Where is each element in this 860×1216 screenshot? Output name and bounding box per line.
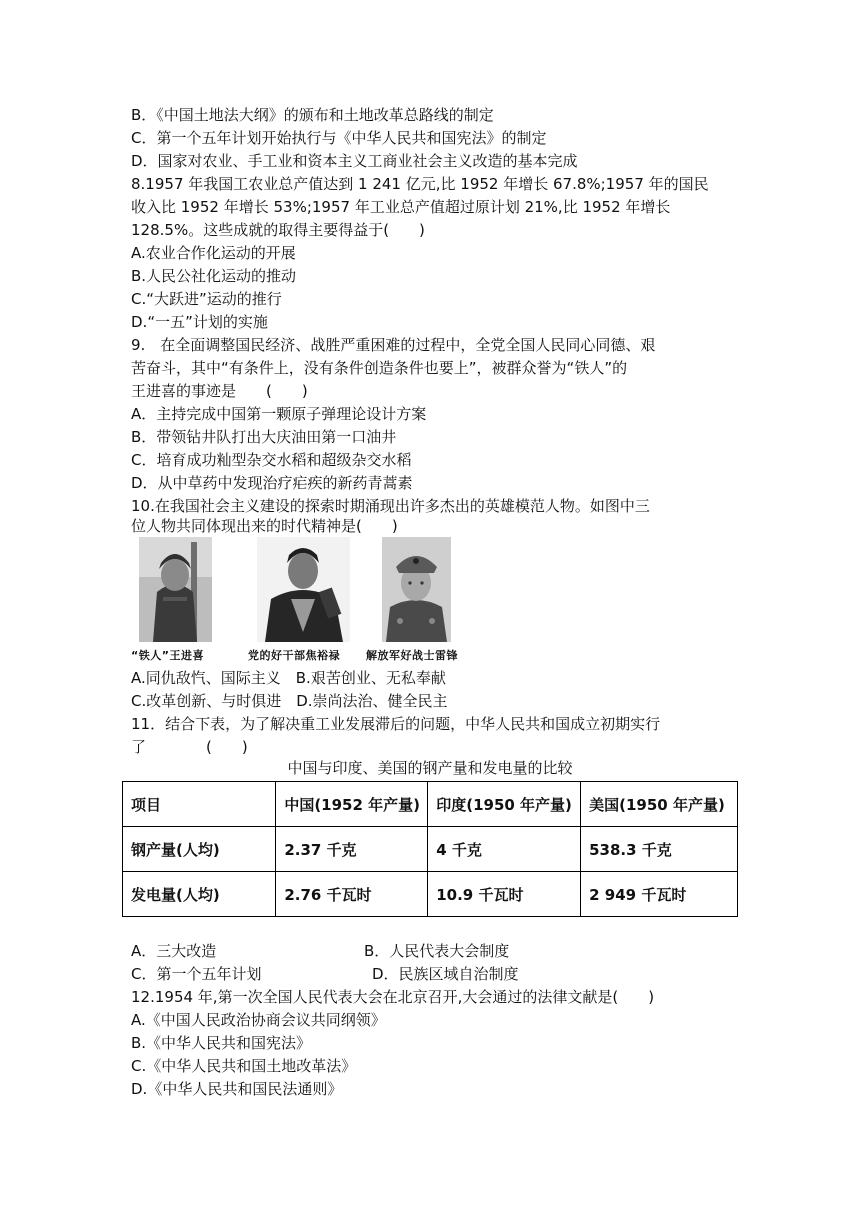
q12-stem: 12.1954 年,第一次全国人民代表大会在北京召开,大会通过的法律文献是( ) bbox=[131, 988, 655, 1006]
q8-stem-line-3: 128.5%。这些成就的取得主要得益于( ) bbox=[131, 221, 425, 239]
q11-option-c: C．第一个五年计划 bbox=[131, 965, 262, 983]
table-cell: 2 949 千瓦时 bbox=[581, 872, 738, 917]
q12-option-b: B.《中华人民共和国宪法》 bbox=[131, 1034, 312, 1052]
q9-option-d: D．从中草药中发现治疗疟疾的新药青蒿素 bbox=[131, 474, 413, 492]
table-cell: 538.3 千克 bbox=[581, 827, 738, 872]
q11-stem-line-2: 了 ( ) bbox=[131, 738, 248, 756]
table-row bbox=[123, 827, 738, 872]
q8-stem-line-2: 收入比 1952 年增长 53%;1957 年工业总产值超过原计划 21%,比 1952 年增长 bbox=[131, 198, 671, 216]
q8-stem-line-1: 8.1957 年我国工农业总产值达到 1 241 亿元,比 1952 年增长 67.8%;1957 年的国民 bbox=[131, 175, 709, 193]
photo-jiao-yulu-icon bbox=[257, 537, 350, 642]
q8-option-b: B.人民公社化运动的推动 bbox=[131, 267, 297, 285]
table-cell: 2.76 千瓦时 bbox=[276, 872, 428, 917]
table-cell: 2.37 千克 bbox=[276, 827, 428, 872]
photo-wang-jinxi-icon bbox=[139, 537, 212, 642]
photo-label-wang-jinxi: “铁人”王进喜 bbox=[131, 649, 204, 662]
q7-option-b: B．《中国土地法大纲》的颁布和土地改革总路线的制定 bbox=[131, 106, 494, 124]
q7-option-d: D．国家对农业、手工业和资本主义工商业社会主义改造的基本完成 bbox=[131, 152, 578, 170]
table-cell: 发电量(人均) bbox=[123, 872, 276, 917]
q11-stem-line-1: 11．结合下表，为了解决重工业发展滞后的问题，中华人民共和国成立初期实行 bbox=[131, 715, 661, 733]
q11-option-b: B．人民代表大会制度 bbox=[364, 942, 510, 960]
table-header-row bbox=[123, 782, 738, 827]
q12-option-c: C.《中华人民共和国土地改革法》 bbox=[131, 1057, 357, 1075]
q10-options-line-2: C.改革创新、与时俱进 D.崇尚法治、健全民主 bbox=[131, 692, 448, 710]
q10-stem-line-2: 位人物共同体现出来的时代精神是( ) bbox=[131, 517, 398, 535]
photo-label-lei-feng: 解放军好战士雷锋 bbox=[366, 649, 458, 662]
q9-option-a: A．主持完成中国第一颗原子弹理论设计方案 bbox=[131, 405, 427, 423]
q8-option-a: A.农业合作化运动的开展 bbox=[131, 244, 296, 262]
table-header-cell: 印度(1950 年产量) bbox=[428, 782, 581, 827]
q9-stem-line-3: 王进喜的事迹是 ( ) bbox=[131, 382, 308, 400]
table-caption: 中国与印度、美国的钢产量和发电量的比较 bbox=[287, 759, 573, 777]
table-cell: 10.9 千瓦时 bbox=[428, 872, 581, 917]
q9-option-c: C．培育成功籼型杂交水稻和超级杂交水稻 bbox=[131, 451, 412, 469]
q9-stem-line-2: 苦奋斗，其中“有条件上，没有条件创造条件也要上”，被群众誉为“铁人”的 bbox=[131, 359, 628, 377]
photo-lei-feng-icon bbox=[382, 537, 451, 642]
q12-option-a: A.《中国人民政治协商会议共同纲领》 bbox=[131, 1011, 386, 1029]
table-header-cell: 中国(1952 年产量) bbox=[276, 782, 428, 827]
q11-option-a: A．三大改造 bbox=[131, 942, 217, 960]
q9-stem-line-1: 9. 在全面调整国民经济、战胜严重困难的过程中，全党全国人民同心同德、艰 bbox=[131, 336, 656, 354]
q10-options-line-1: A.同仇敌忾、国际主义 B.艰苦创业、无私奉献 bbox=[131, 669, 446, 687]
table-header-cell: 美国(1950 年产量) bbox=[581, 782, 738, 827]
q7-option-c: C．第一个五年计划开始执行与《中华人民共和国宪法》的制定 bbox=[131, 129, 547, 147]
q12-option-d: D.《中华人民共和国民法通则》 bbox=[131, 1080, 343, 1098]
q8-option-d: D.“一五”计划的实施 bbox=[131, 313, 268, 331]
table-cell: 钢产量(人均) bbox=[123, 827, 276, 872]
table-row bbox=[123, 872, 738, 917]
table-header-cell: 项目 bbox=[123, 782, 276, 827]
q8-option-c: C.“大跃进”运动的推行 bbox=[131, 290, 282, 308]
comparison-table bbox=[122, 781, 738, 917]
q9-option-b: B．带领钻井队打出大庆油田第一口油井 bbox=[131, 428, 397, 446]
table-cell: 4 千克 bbox=[428, 827, 581, 872]
q11-option-d: D．民族区域自治制度 bbox=[372, 965, 519, 983]
photo-label-jiao-yulu: 党的好干部焦裕禄 bbox=[248, 649, 340, 662]
q10-stem-line-1: 10.在我国社会主义建设的探索时期涌现出许多杰出的英雄模范人物。如图中三 bbox=[131, 497, 650, 515]
